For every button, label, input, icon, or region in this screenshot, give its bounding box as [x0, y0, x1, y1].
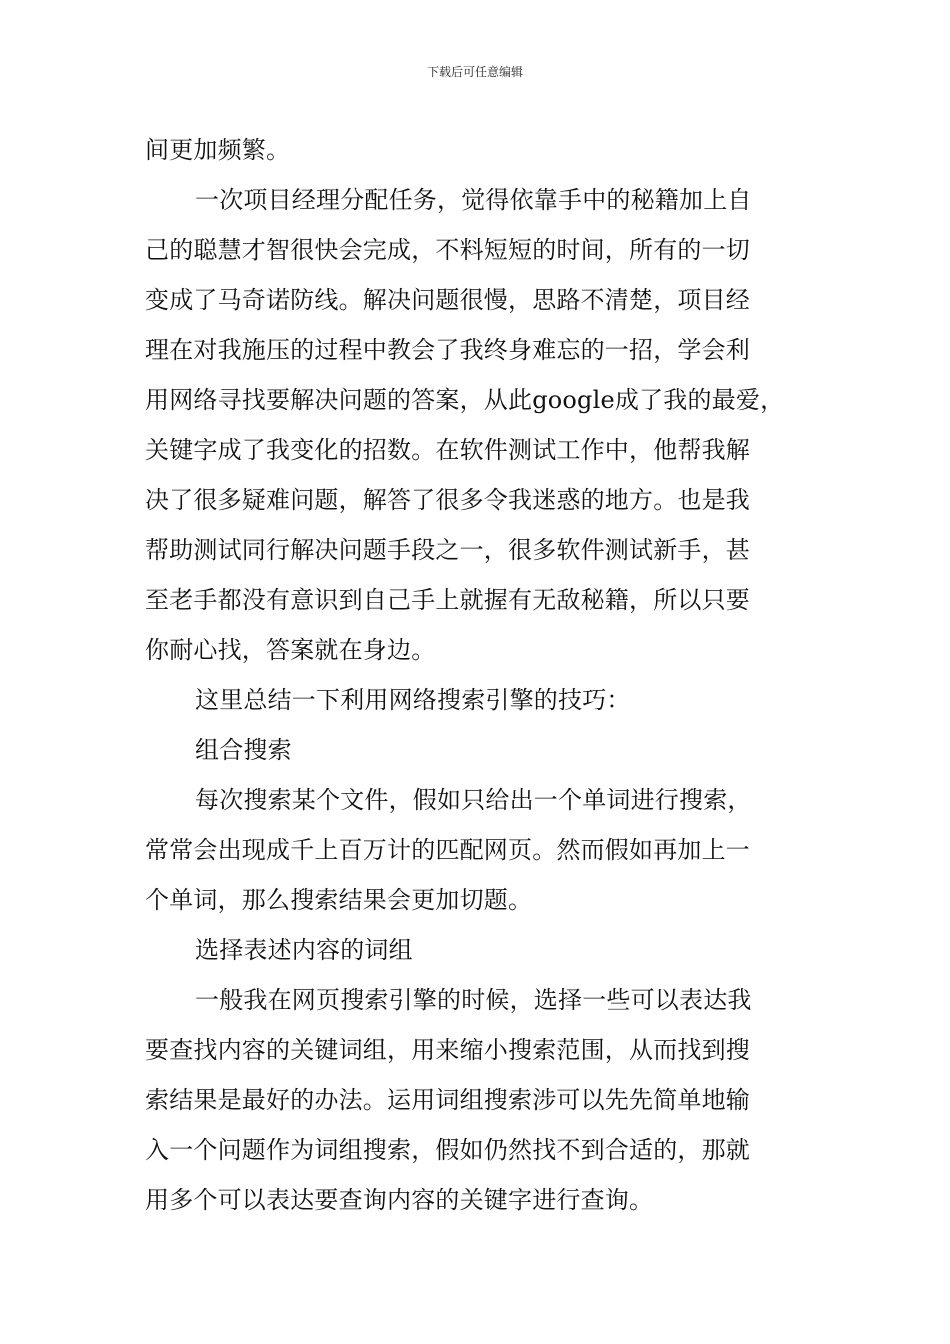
document-body — [145, 125, 815, 1225]
header-text: 下载后可任意编辑 — [426, 65, 523, 79]
text-line: 理在对我施压的过程中教会了我终身难忘的一招，学会利 — [145, 336, 750, 364]
section-heading-combined-search: 组合搜索 — [195, 736, 292, 764]
section-heading-phrase-selection: 选择表述内容的词组 — [195, 936, 413, 964]
text-line: 决了很多疑难问题，解答了很多令我迷惑的地方。也是我 — [145, 486, 750, 514]
text-line: 个单词，那么搜索结果会更加切题。 — [145, 886, 533, 914]
text-line: 常常会出现成千上百万计的匹配网页。然而假如再加上一 — [145, 836, 750, 864]
paragraph-start-line: 一般我在网页搜索引擎的时候，选择一些可以表达我 — [195, 986, 752, 1014]
text-line: 索结果是最好的办法。运用词组搜索涉可以先先简单地输 — [145, 1086, 750, 1114]
text-line: 关键字成了我变化的招数。在软件测试工作中，他帮我解 — [145, 436, 750, 464]
paragraph-start-line: 一次项目经理分配任务，觉得依靠手中的秘籍加上自 — [195, 186, 752, 214]
text-line: 用多个可以表达要查询内容的关键字进行查询。 — [145, 1186, 654, 1214]
text-line: 要查找内容的关键词组，用来缩小搜索范围，从而找到搜 — [145, 1036, 750, 1064]
text-line: 入一个问题作为词组搜索，假如仍然找不到合适的，那就 — [145, 1136, 750, 1164]
paragraph-start-line: 每次搜索某个文件，假如只给出一个单词进行搜索， — [195, 786, 752, 814]
text-line: 至老手都没有意识到自己手上就握有无敌秘籍，所以只要 — [145, 586, 750, 614]
text-line: 己的聪慧才智很快会完成，不料短短的时间，所有的一切 — [145, 236, 750, 264]
page-header — [0, 64, 950, 80]
text-line: 帮助测试同行解决问题手段之一，很多软件测试新手，甚 — [145, 536, 750, 564]
text-line: 用网络寻找要解决问题的答案，从此google成了我的最爱， — [145, 386, 785, 414]
text-line: 变成了马奇诺防线。解决问题很慢，思路不清楚，项目经 — [145, 286, 750, 314]
text-line: 间更加频繁。 — [145, 136, 291, 164]
paragraph-start-line: 这里总结一下利用网络搜索引擎的技巧： — [195, 686, 631, 714]
text-line: 你耐心找，答案就在身边。 — [145, 636, 436, 664]
